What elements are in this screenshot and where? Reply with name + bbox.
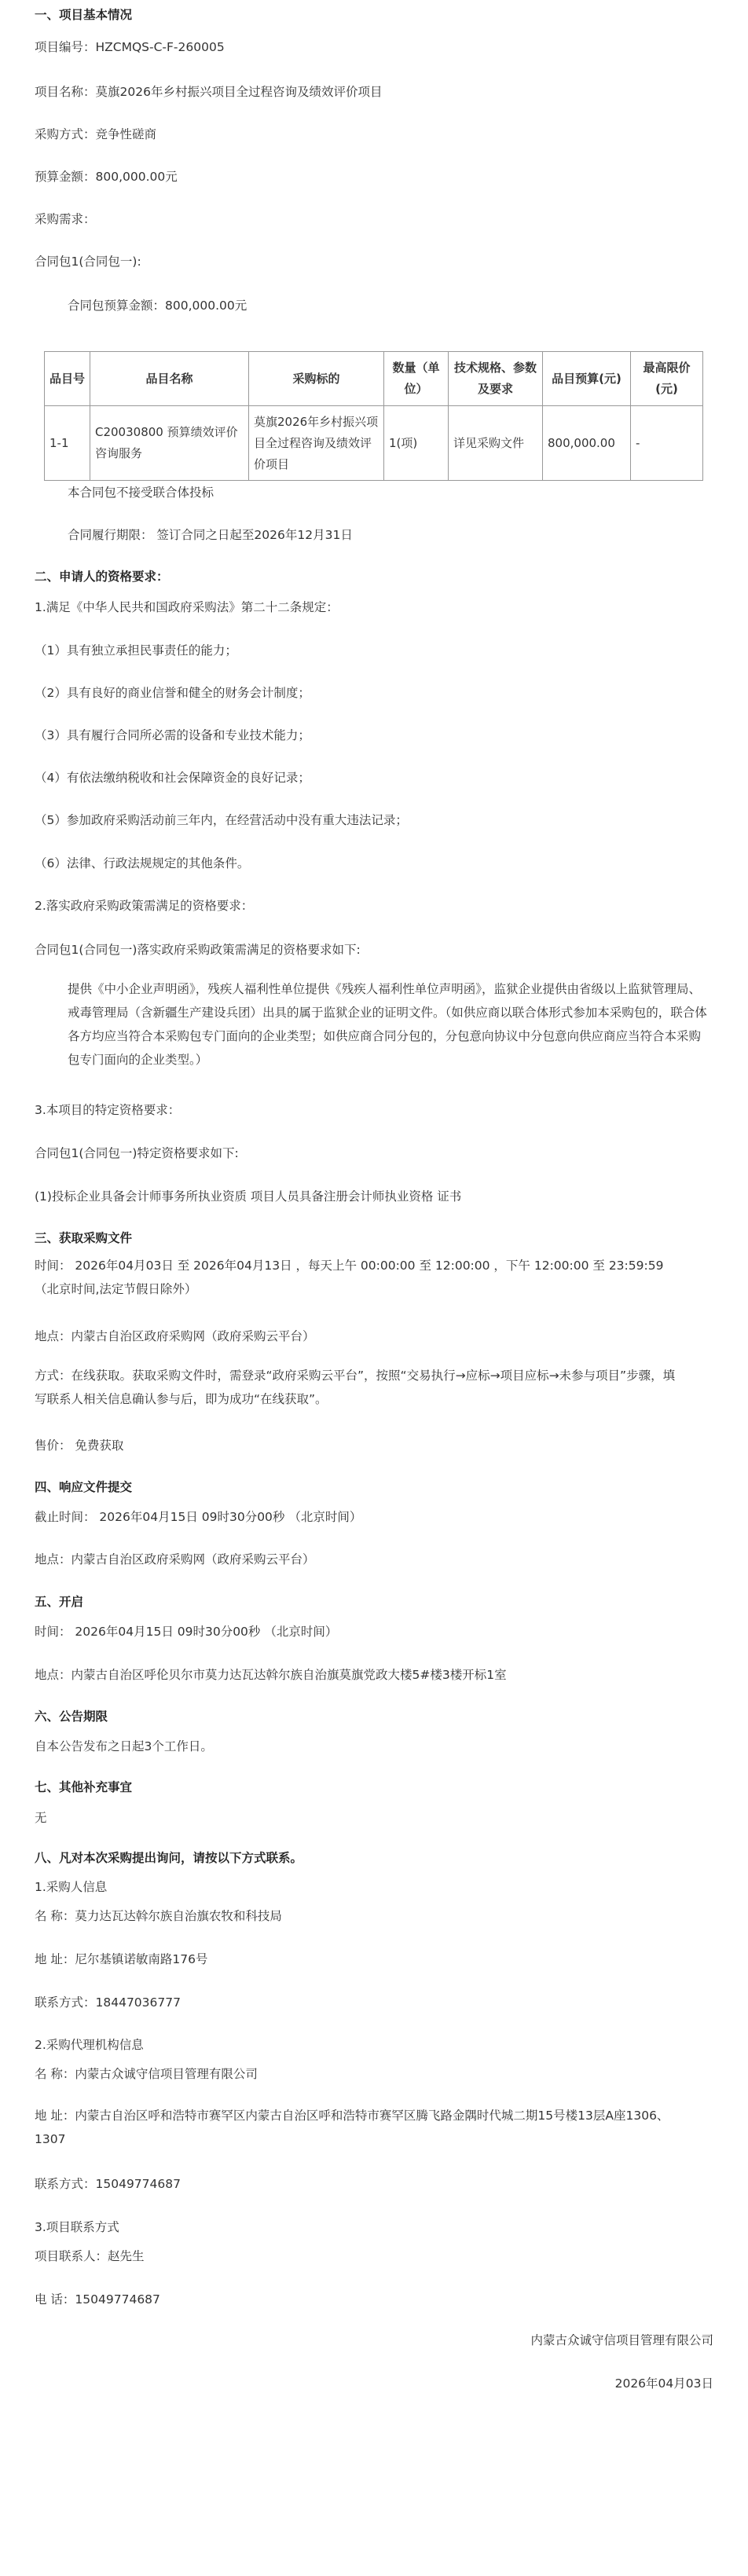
section-7-title: 七、其他补充事宜: [35, 1780, 133, 1794]
table-cell: 1-1: [45, 406, 90, 481]
table-row: [45, 406, 703, 481]
agency-info-title: 2.采购代理机构信息: [35, 2038, 144, 2052]
table-header: 采购标的: [249, 352, 384, 406]
table-header: 最高限价(元): [631, 352, 703, 406]
procurement-method: 采购方式：竞争性磋商: [35, 127, 157, 141]
policy-requirement-intro: 合同包1(合同包一)落实政府采购政策需满足的资格要求如下:: [35, 943, 361, 957]
table-cell: 1(项): [384, 406, 449, 481]
qualification-item: （4）有依法缴纳税收和社会保障资金的良好记录；: [35, 771, 310, 785]
section-6-title: 六、公告期限: [35, 1709, 108, 1724]
opening-time: 时间： 2026年04月15日 09时30分00秒 （北京时间）: [35, 1625, 338, 1639]
table-cell: 800,000.00: [543, 406, 631, 481]
agency-phone: 联系方式：15049774687: [35, 2177, 181, 2191]
price: 售价： 免费获取: [35, 1438, 124, 1453]
contract-period: 合同履行期限： 签订合同之日起至2026年12月31日: [68, 528, 353, 542]
qualification-item: （2）具有良好的商业信誉和健全的财务会计制度；: [35, 686, 310, 700]
special-requirement-intro: 合同包1(合同包一)特定资格要求如下:: [35, 1146, 239, 1160]
section-3-title: 三、获取采购文件: [35, 1231, 133, 1245]
project-name: 项目名称：莫旗2026年乡村振兴项目全过程咨询及绩效评价项目: [35, 85, 383, 99]
acquire-method: 方式：在线获取。获取采购文件时，需登录“政府采购云平台”，按照“交易执行→应标→项目应标→未参与项目”步骤，填写联系人相关信息确认参与后，即为成功“在线获取”。: [35, 1369, 676, 1406]
table-header: 品目预算(元): [543, 352, 631, 406]
project-number: 项目编号：HZCMQS-C-F-260005: [35, 40, 225, 54]
qualification-item: （3）具有履行合同所必需的设备和专业技术能力；: [35, 728, 310, 742]
table-header-row: [45, 352, 703, 406]
qualification-1: 1.满足《中华人民共和国政府采购法》第二十二条规定：: [35, 600, 339, 614]
section-2-title: 二、申请人的资格要求：: [35, 570, 169, 584]
procurement-demand: 采购需求：: [35, 212, 96, 226]
purchaser-phone: 联系方式：18447036777: [35, 1995, 181, 2010]
table-header: 品目号: [45, 352, 90, 406]
package-budget: 合同包预算金额：800,000.00元: [68, 299, 248, 313]
special-requirement-text: (1)投标企业具备会计师事务所执业资质 项目人员具备注册会计师执业资格 证书: [35, 1189, 462, 1204]
purchaser-name: 名 称：莫力达瓦达斡尔族自治旗农牧和科技局: [35, 1909, 282, 1923]
table-cell: -: [631, 406, 703, 481]
qualification-item: （6）法律、行政法规规定的其他条件。: [35, 856, 250, 870]
submission-place: 地点：内蒙古自治区政府采购网（政府采购云平台）: [35, 1552, 315, 1566]
supplementary-info: 无: [35, 1811, 47, 1825]
footer-organization: 内蒙古众诚守信项目管理有限公司: [530, 2333, 713, 2347]
table-header: 品目名称: [90, 352, 249, 406]
purchaser-info-title: 1.采购人信息: [35, 1880, 108, 1894]
project-contact-title: 3.项目联系方式: [35, 2220, 119, 2234]
special-requirement-title: 3.本项目的特定资格要求：: [35, 1103, 181, 1117]
table-header: 数量（单位）: [384, 352, 449, 406]
table-cell: C20030800 预算绩效评价咨询服务: [90, 406, 249, 481]
budget-amount: 预算金额：800,000.00元: [35, 170, 178, 184]
contract-package: 合同包1(合同包一):: [35, 255, 141, 269]
items-table: [44, 351, 703, 481]
policy-requirement-title: 2.落实政府采购政策需满足的资格要求：: [35, 899, 254, 913]
agency-name: 名 称：内蒙古众诚守信项目管理有限公司: [35, 2067, 258, 2081]
section-4-title: 四、响应文件提交: [35, 1480, 133, 1494]
qualification-item: （5）参加政府采购活动前三年内，在经营活动中没有重大违法记录；: [35, 813, 408, 827]
section-5-title: 五、开启: [35, 1595, 84, 1609]
no-joint-bidding: 本合同包不接受联合体投标: [68, 486, 214, 500]
purchaser-address: 地 址：尼尔基镇诺敏南路176号: [35, 1952, 208, 1966]
footer-date: 2026年04月03日: [614, 2376, 713, 2391]
table-cell: 详见采购文件: [449, 406, 543, 481]
table-header: 技术规格、参数及要求: [449, 352, 543, 406]
acquire-place: 地点：内蒙古自治区政府采购网（政府采购云平台）: [35, 1329, 315, 1343]
agency-address: 地 址：内蒙古自治区呼和浩特市赛罕区内蒙古自治区呼和浩特市赛罕区腾飞路金隅时代城二期15号楼13层A座1306、1307: [35, 2109, 669, 2146]
table-cell: 莫旗2026年乡村振兴项目全过程咨询及绩效评价项目: [249, 406, 384, 481]
qualification-item: （1）具有独立承担民事责任的能力；: [35, 643, 237, 658]
project-contact-person: 项目联系人：赵先生: [35, 2249, 145, 2263]
notice-period: 自本公告发布之日起3个工作日。: [35, 1739, 213, 1753]
project-contact-phone: 电 话：15049774687: [35, 2292, 160, 2307]
opening-place: 地点：内蒙古自治区呼伦贝尔市莫力达瓦达斡尔族自治旗莫旗党政大楼5#楼3楼开标1室: [35, 1668, 507, 1682]
policy-requirement-text: 提供《中小企业声明函》，残疾人福利性单位提供《残疾人福利性单位声明函》，监狱企业提供由省级以上监狱管理局、戒毒管理局（含新疆生产建设兵团）出具的属于监狱企业的证明文件。（如供应商以联合体形式参加本采购包的，联合体各方均应当符合本采购包专门面向的企业类型；如供应商合同分包的，分包意向协议中分包意向供应商应当符合本采购包专门面向的企业类型。）: [68, 982, 707, 1067]
acquire-time: 时间： 2026年04月03日 至 2026年04月13日 ，每天上午 00:00:00 至 12:00:00 ，下午 12:00:00 至 23:59:59（北京时间,法定节假日除外）: [35, 1259, 664, 1296]
section-8-title: 八、凡对本次采购提出询问，请按以下方式联系。: [35, 1851, 303, 1865]
submission-deadline: 截止时间： 2026年04月15日 09时30分00秒 （北京时间）: [35, 1510, 362, 1524]
section-1-title: 一、项目基本情况: [35, 8, 133, 22]
